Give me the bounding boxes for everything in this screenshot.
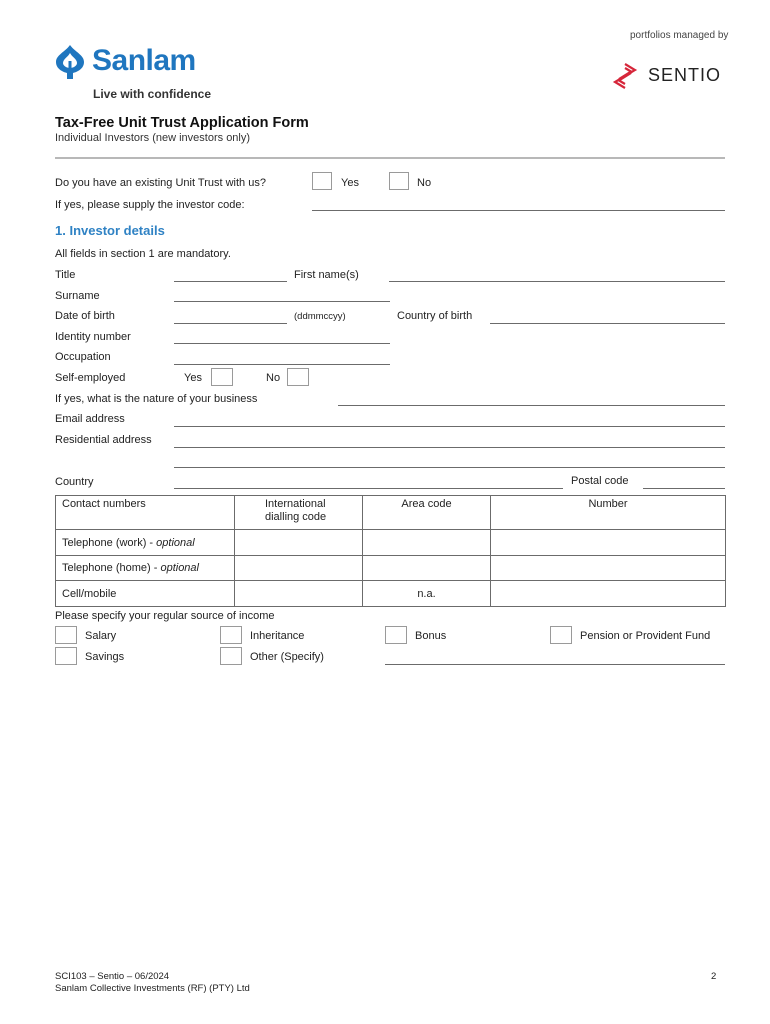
surname-label: Surname <box>55 290 100 302</box>
managed-by-text: portfolios managed by <box>630 30 729 41</box>
telephone-work-number-cell[interactable] <box>491 530 726 556</box>
email-field[interactable] <box>174 426 725 427</box>
bonus-label: Bonus <box>415 630 447 642</box>
telephone-work-label <box>56 530 235 556</box>
header-area-code: Area code <box>363 496 491 530</box>
other-checkbox[interactable] <box>220 647 242 665</box>
table-header-row <box>56 496 726 530</box>
cell-mobile-number-cell[interactable] <box>491 581 726 607</box>
other-label: Other (Specify) <box>250 651 324 663</box>
table-row <box>56 581 726 607</box>
investor-code-field[interactable] <box>312 210 725 211</box>
dob-hint: (ddmmccyy) <box>294 311 346 322</box>
first-names-label: First name(s) <box>294 269 359 281</box>
first-names-field[interactable] <box>389 281 725 282</box>
form-subtitle: Individual Investors (new investors only) <box>55 132 251 144</box>
header-contact-numbers: Contact numbers <box>56 496 235 530</box>
telephone-home-area-cell[interactable] <box>363 556 491 581</box>
business-nature-field[interactable] <box>338 405 725 406</box>
section-1-title: 1. Investor details <box>55 223 165 238</box>
table-row <box>56 530 726 556</box>
savings-checkbox[interactable] <box>55 647 77 665</box>
cell-mobile-label: Cell/mobile <box>56 581 235 607</box>
title-label: Title <box>55 269 76 281</box>
income-prompt: Please specify your regular source of income <box>55 610 275 622</box>
occupation-field[interactable] <box>174 364 390 365</box>
self-employed-label: Self-employed <box>55 372 126 384</box>
business-nature-label: If yes, what is the nature of your business <box>55 393 258 405</box>
salary-checkbox[interactable] <box>55 626 77 644</box>
telephone-home-label <box>56 556 235 581</box>
residential-address-field-2[interactable] <box>174 467 725 468</box>
postal-code-field[interactable] <box>643 488 725 489</box>
cell-mobile-dialling-cell[interactable] <box>235 581 363 607</box>
country-of-birth-label: Country of birth <box>397 310 473 322</box>
telephone-work-area-cell[interactable] <box>363 530 491 556</box>
country-label: Country <box>55 476 94 488</box>
header-number: Number <box>491 496 726 530</box>
existing-no-label: No <box>417 177 432 189</box>
bonus-checkbox[interactable] <box>385 626 407 644</box>
mandatory-note: All fields in section 1 are mandatory. <box>55 248 231 260</box>
email-label: Email address <box>55 413 125 425</box>
footer-company: Sanlam Collective Investments (RF) (PTY) Ltd <box>55 983 250 994</box>
sanlam-logo <box>55 44 215 84</box>
title-field[interactable] <box>174 281 287 282</box>
self-employed-yes-label: Yes <box>184 372 202 384</box>
surname-field[interactable] <box>174 301 390 302</box>
telephone-home-number-cell[interactable] <box>491 556 726 581</box>
row-label: Telephone (work) - <box>62 536 157 549</box>
sanlam-emblem-icon <box>55 44 85 80</box>
cell-mobile-area-cell: n.a. <box>363 581 491 607</box>
self-employed-no-checkbox[interactable] <box>287 368 309 386</box>
identity-number-label: Identity number <box>55 331 131 343</box>
contact-numbers-table <box>55 495 726 607</box>
existing-yes-checkbox[interactable] <box>312 172 332 190</box>
investor-code-label: If yes, please supply the investor code: <box>55 199 245 211</box>
other-specify-field[interactable] <box>385 664 725 665</box>
pension-checkbox[interactable] <box>550 626 572 644</box>
self-employed-no-label: No <box>266 372 281 384</box>
sentio-logo <box>611 62 731 92</box>
partner-name: SENTIO <box>648 65 722 85</box>
country-field[interactable] <box>174 488 563 489</box>
brand-name: Sanlam <box>92 44 196 77</box>
sentio-mark-icon <box>611 62 639 90</box>
header-divider <box>55 157 725 159</box>
dob-label: Date of birth <box>55 310 115 322</box>
page-number: 2 <box>711 971 717 982</box>
existing-no-checkbox[interactable] <box>389 172 409 190</box>
dob-field[interactable] <box>174 323 287 324</box>
form-title: Tax-Free Unit Trust Application Form <box>55 115 309 131</box>
telephone-work-dialling-cell[interactable] <box>235 530 363 556</box>
pension-label: Pension or Provident Fund <box>580 630 711 642</box>
existing-yes-label: Yes <box>341 177 359 189</box>
postal-code-label: Postal code <box>571 475 629 487</box>
existing-question: Do you have an existing Unit Trust with us? <box>55 177 266 189</box>
table-row <box>56 556 726 581</box>
residential-address-field-1[interactable] <box>174 447 725 448</box>
header-international-dialling-code: International dialling code <box>235 496 363 530</box>
savings-label: Savings <box>85 651 125 663</box>
telephone-home-dialling-cell[interactable] <box>235 556 363 581</box>
salary-label: Salary <box>85 630 117 642</box>
identity-number-field[interactable] <box>174 343 390 344</box>
tagline: Live with confidence <box>93 87 212 101</box>
optional-text: optional <box>160 562 199 574</box>
inheritance-checkbox[interactable] <box>220 626 242 644</box>
inheritance-label: Inheritance <box>250 630 305 642</box>
self-employed-yes-checkbox[interactable] <box>211 368 233 386</box>
country-of-birth-field[interactable] <box>490 323 725 324</box>
footer-code: SCI103 – Sentio – 06/2024 <box>55 971 170 982</box>
occupation-label: Occupation <box>55 351 111 363</box>
row-label: Telephone (home) - <box>62 562 161 574</box>
residential-address-label: Residential address <box>55 434 152 446</box>
optional-text: optional <box>156 536 195 549</box>
